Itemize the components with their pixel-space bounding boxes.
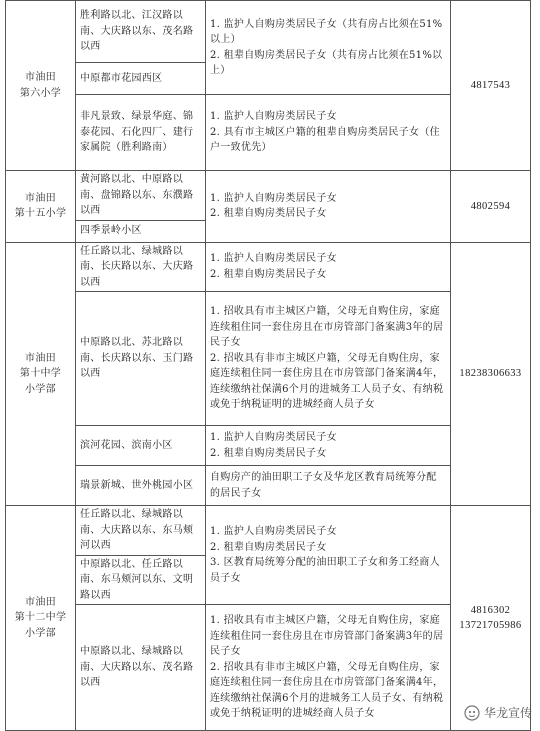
school-name: 市油田 第十五小学 <box>6 171 76 243</box>
watermark <box>464 704 532 721</box>
school-name: 市油田 第十中学 小学部 <box>6 242 76 506</box>
area-cell: 胜利路以北、江汉路以南、大庆路以东、茂名路以西 <box>76 1 206 63</box>
phone-cell: 4802594 <box>451 171 531 243</box>
area-cell: 中原路以北、苏北路以南、长庆路以东、玉门路以西 <box>76 292 206 426</box>
requirement-cell: 1. 监护人自购房类居民子女 2. 租辈自购房类居民子女 3. 区教育局统筹分配的油田职工子女和务工经商人员子女 <box>206 506 451 605</box>
requirement-cell: 1. 监护人自购房类居民子女 2. 租辈自购房类居民子女 <box>206 242 451 292</box>
area-cell: 中原路以北、任丘路以南、东马颊河以东、文明路以西 <box>76 555 206 605</box>
requirement-cell: 1. 监护人自购房类居民子女 2. 租辈自购房类居民子女 <box>206 426 451 466</box>
table-row <box>6 171 531 221</box>
phone-cell: 4817543 <box>451 1 531 171</box>
table-row <box>6 506 531 556</box>
school-name: 市油田 第十二中学 小学部 <box>6 506 76 731</box>
wechat-icon <box>464 705 480 721</box>
requirement-cell: 1. 监护人自购房类居民子女 2. 具有市主城区户籍的租辈自购房类居民子女（住户一致优先） <box>206 95 451 171</box>
area-cell: 滨河花园、滨南小区 <box>76 426 206 466</box>
requirement-cell: 自购房产的油田职工子女及华龙区教育局统筹分配的居民子女 <box>206 466 451 506</box>
area-cell: 四季景岭小区 <box>76 220 206 242</box>
requirement-cell: 1. 监护人自购房类居民子女（共有房占比须在51%以上） 2. 租辈自购房类居民子女（共有房占比须在51%以上） <box>206 1 451 95</box>
requirement-cell: 1. 招收具有市主城区户籍，父母无自购住房，家庭连续租住同一套住房且在市房管部门备案满3年的居民子女 2. 招收具有非市主城区户籍，父母无自购住房，家庭连续租住同一套住房且在市房管部门备案满4年，连续缴纳社保满6个月的进城务工人员子女、有纳税或免于纳税证明的进城经商人员子女 <box>206 605 451 731</box>
area-cell: 任丘路以北、绿城路以南、大庆路以东、东马颊河以西 <box>76 506 206 556</box>
table-row <box>6 1 531 63</box>
school-name: 市油田 第六小学 <box>6 1 76 171</box>
watermark-text: 华龙宣传 <box>483 706 532 720</box>
enrollment-table <box>5 0 531 731</box>
requirement-cell: 1. 招收具有市主城区户籍，父母无自购住房，家庭连续租住同一套住房且在市房管部门备案满3年的居民子女 2. 招收具有非市主城区户籍，父母无自购住房，家庭连续租住同一套住房且在市房管部门备案满4年，连续缴纳社保满6个月的进城务工人员子女、有纳税或免于纳税证明的进城经商人员子女 <box>206 292 451 426</box>
area-cell: 任丘路以北、绿城路以南、长庆路以东、大庆路以西 <box>76 242 206 292</box>
requirement-cell: 1. 监护人自购房类居民子女 2. 租辈自购房类居民子女 <box>206 171 451 243</box>
area-cell: 瑞景新城、世外桃园小区 <box>76 466 206 506</box>
phone-cell: 18238306633 <box>451 242 531 506</box>
phone-cell: 4816302 13721705986 <box>451 506 531 731</box>
area-cell: 中原都市花园西区 <box>76 63 206 95</box>
area-cell: 中原路以北、绿城路以南、大庆路以东、茂名路以西 <box>76 605 206 731</box>
area-cell: 非凡景致、绿景华庭、锦泰花园、石化四厂、建行家属院（胜利路南） <box>76 95 206 171</box>
area-cell: 黄河路以北、中原路以南、盘锦路以东、东濮路以西 <box>76 171 206 221</box>
table-row <box>6 242 531 292</box>
